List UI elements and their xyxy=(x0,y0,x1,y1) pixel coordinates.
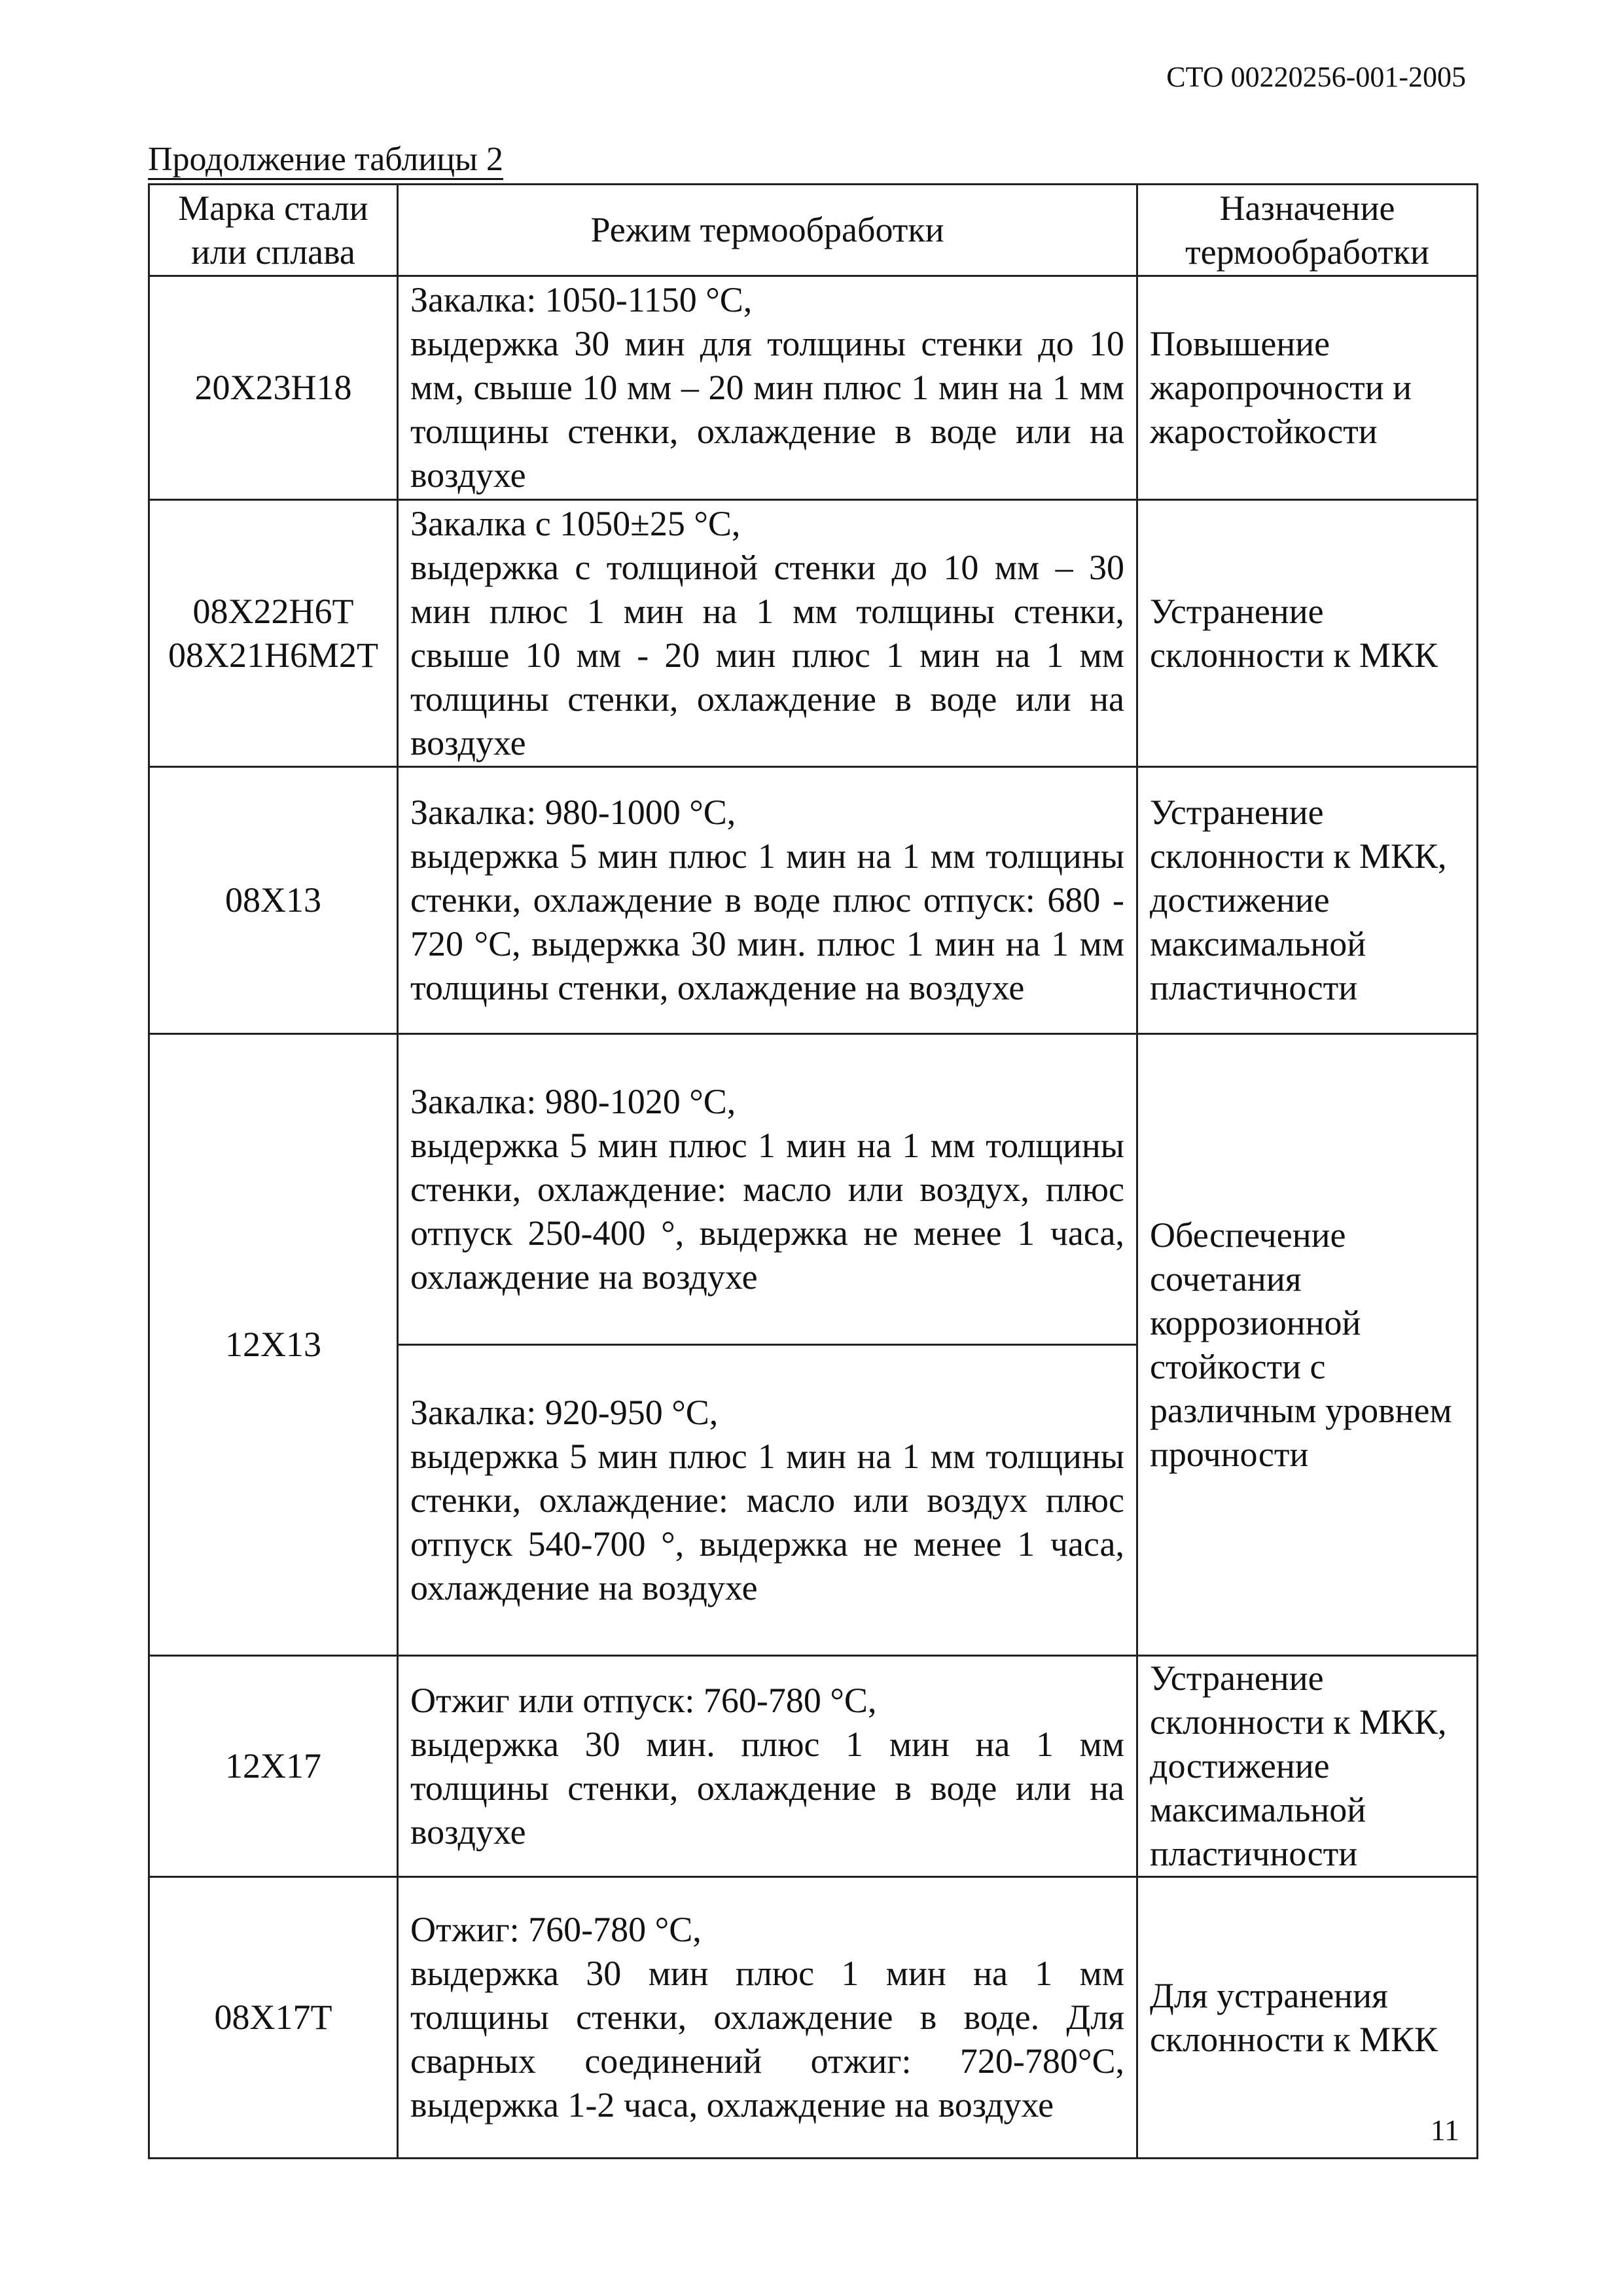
regime-heading: Закалка: 920-950 °С, xyxy=(410,1392,719,1432)
table-row xyxy=(149,500,1478,767)
column-header-regime: Режим термообработки xyxy=(398,185,1137,276)
purpose-cell: Повышение жаропрочности и жаростойкости xyxy=(1137,276,1478,500)
regime-heading: Закалка: 980-1020 °С, xyxy=(410,1081,736,1121)
table-row xyxy=(149,276,1478,500)
regime-text: выдержка 5 мин плюс 1 мин на 1 мм толщины стенки, охлаждение: масло или воздух плюс отпуск 540-700 °, выдержка не менее 1 часа, охлаждение на воздухе xyxy=(410,1436,1124,1607)
table-row xyxy=(149,1877,1478,2159)
heat-treatment-table xyxy=(148,183,1478,2159)
regime-text: выдержка 30 мин плюс 1 мин на 1 мм толщины стенки, охлаждение в воде. Для сварных соединений отжиг: 720-780°С, выдержка 1-2 часа, охлаждение на воздухе xyxy=(410,1954,1124,2125)
regime-heading: Отжиг или отпуск: 760-780 °С, xyxy=(410,1680,877,1720)
regime-heading: Закалка с 1050±25 °С, xyxy=(410,503,741,543)
table-row xyxy=(149,1656,1478,1877)
table-header-row xyxy=(149,185,1478,276)
table-row xyxy=(149,1034,1478,1345)
table-caption xyxy=(148,140,503,179)
purpose-cell: Обеспечение сочетания коррозионной стойкости с различным уровнем прочности xyxy=(1137,1034,1478,1656)
regime-cell xyxy=(398,500,1137,767)
table-caption-text: Продолжение таблицы 2 xyxy=(148,141,503,180)
column-header-grade: Марка стали или сплава xyxy=(149,185,398,276)
grade-cell: 08Х17Т xyxy=(149,1877,398,2159)
regime-cell xyxy=(398,1345,1137,1656)
regime-heading: Отжиг: 760-780 °С, xyxy=(410,1910,702,1949)
regime-cell xyxy=(398,767,1137,1034)
grade-cell: 08Х13 xyxy=(149,767,398,1034)
grade-cell: 08Х22Н6Т 08Х21Н6М2Т xyxy=(149,500,398,767)
regime-cell xyxy=(398,1034,1137,1345)
document-code: СТО 00220256-001-2005 xyxy=(1166,61,1466,93)
purpose-cell: Устранение склонности к МКК xyxy=(1137,500,1478,767)
regime-text: выдержка 30 мин для толщины стенки до 10 мм, свыше 10 мм – 20 мин плюс 1 мин на 1 мм толщины стенки, охлаждение в воде или на воздухе xyxy=(410,324,1124,495)
grade-cell: 20Х23Н18 xyxy=(149,276,398,500)
regime-text: выдержка 30 мин. плюс 1 мин на 1 мм толщины стенки, охлаждение в воде или на воздухе xyxy=(410,1724,1124,1852)
regime-cell xyxy=(398,276,1137,500)
regime-text: выдержка 5 мин плюс 1 мин на 1 мм толщины стенки, охлаждение в воде плюс отпуск: 680 - 720 °С, выдержка 30 мин. плюс 1 мин на 1 мм толщины стенки, охлаждение на воздухе xyxy=(410,836,1124,1007)
grade-cell: 12Х13 xyxy=(149,1034,398,1656)
page-number: 11 xyxy=(1430,2113,1459,2147)
regime-cell xyxy=(398,1877,1137,2159)
regime-text: выдержка с толщиной стенки до 10 мм – 30 мин плюс 1 мин на 1 мм толщины стенки, свыше 10 мм - 20 мин плюс 1 мин на 1 мм толщины стенки, охлаждение в воде или на воздухе xyxy=(410,547,1124,762)
regime-heading: Закалка: 1050-1150 °С, xyxy=(410,280,753,319)
table-row xyxy=(149,767,1478,1034)
purpose-cell: Устранение склонности к МКК, достижение максимальной пластичности xyxy=(1137,1656,1478,1877)
purpose-cell: Устранение склонности к МКК, достижение максимальной пластичности xyxy=(1137,767,1478,1034)
regime-cell xyxy=(398,1656,1137,1877)
regime-text: выдержка 5 мин плюс 1 мин на 1 мм толщины стенки, охлаждение: масло или воздух, плюс отпуск 250-400 °, выдержка не менее 1 часа, охлаждение на воздухе xyxy=(410,1125,1124,1297)
regime-heading: Закалка: 980-1000 °С, xyxy=(410,793,736,832)
purpose-cell: Для устранения склонности к МКК xyxy=(1137,1877,1478,2159)
column-header-purpose: Назначение термообработки xyxy=(1137,185,1478,276)
grade-cell: 12Х17 xyxy=(149,1656,398,1877)
